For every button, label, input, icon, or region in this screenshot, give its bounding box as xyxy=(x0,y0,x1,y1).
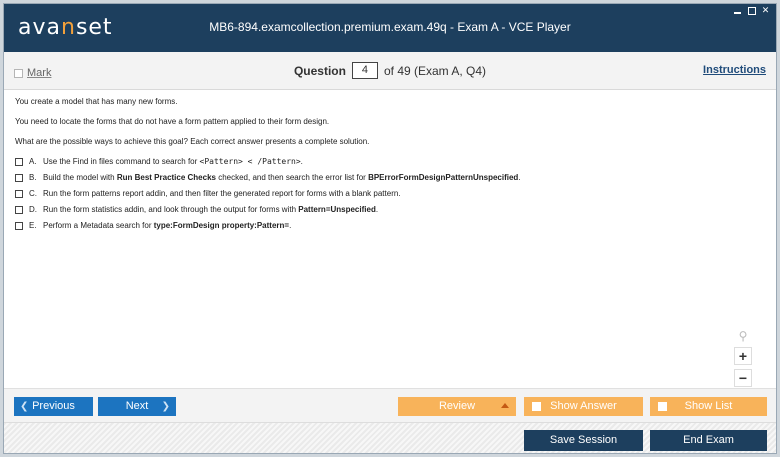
question-paragraph: You need to locate the forms that do not have a form pattern applied to their form design. xyxy=(15,117,330,126)
question-paragraph: What are the possible ways to achieve this goal? Each correct answer presents a complete solution. xyxy=(15,137,370,146)
previous-button[interactable] xyxy=(14,397,93,416)
answer-checkbox[interactable] xyxy=(15,174,23,182)
question-paragraph: You create a model that has many new forms. xyxy=(15,97,178,106)
option-text xyxy=(43,221,291,230)
option-text-part: Build the model with xyxy=(43,173,117,182)
option-text-part: Perform a Metadata search for xyxy=(43,221,154,230)
window-title: MB6-894.examcollection.premium.exam.49q - Exam A - VCE Player xyxy=(209,20,571,34)
navigation-bar xyxy=(4,388,776,422)
answer-checkbox[interactable] xyxy=(15,206,23,214)
show-list-label: Show List xyxy=(684,400,733,412)
question-toolbar xyxy=(4,52,776,90)
option-text xyxy=(43,205,378,214)
maximize-icon[interactable] xyxy=(747,6,756,15)
next-label: Next xyxy=(125,400,149,412)
option-text-part: . xyxy=(300,157,303,166)
triangle-up-icon xyxy=(501,403,509,408)
zoom-search-icon: ⚲ xyxy=(738,329,748,343)
end-exam-button[interactable]: End Exam xyxy=(650,430,767,451)
minimize-icon[interactable] xyxy=(733,6,742,15)
chevron-right-icon: ❯ xyxy=(161,401,170,412)
option-text-part: . xyxy=(289,221,292,230)
session-bar xyxy=(4,422,776,454)
show-answer-checkbox[interactable] xyxy=(532,402,541,411)
question-count: of 49 (Exam A, Q4) xyxy=(383,63,487,78)
option-text-part: Run Best Practice Checks xyxy=(116,173,216,182)
review-button[interactable] xyxy=(398,397,516,416)
option-letter: B. xyxy=(29,173,37,182)
option-letter: C. xyxy=(29,189,37,198)
question-word: Question xyxy=(293,63,346,78)
option-letter: A. xyxy=(29,157,37,166)
option-text xyxy=(43,157,303,166)
option-text-part: Pattern=Unspecified xyxy=(298,205,376,214)
instructions-link[interactable]: Instructions xyxy=(703,64,766,76)
close-icon[interactable]: ✕ xyxy=(761,5,770,15)
answer-option[interactable] xyxy=(15,157,765,166)
option-text-part: Run the form patterns report addin, and then filter the generated report for forms with a blank pattern. xyxy=(43,189,401,198)
answer-option[interactable] xyxy=(15,205,765,214)
option-text-part: Run the form statistics addin, and look through the output for forms with xyxy=(43,205,299,214)
answer-option[interactable] xyxy=(15,173,765,182)
option-letter: D. xyxy=(29,205,37,214)
question-content xyxy=(4,91,776,388)
vce-player-window xyxy=(3,3,777,454)
answer-checkbox[interactable] xyxy=(15,190,23,198)
answer-checkbox[interactable] xyxy=(15,222,23,230)
save-session-button[interactable]: Save Session xyxy=(524,430,643,451)
mark-label: Mark xyxy=(27,67,52,79)
answer-option[interactable] xyxy=(15,221,765,230)
chevron-left-icon: ❮ xyxy=(20,401,29,412)
title-bar xyxy=(4,4,776,52)
question-navigator xyxy=(4,62,776,79)
option-text xyxy=(43,189,401,198)
next-button[interactable] xyxy=(98,397,176,416)
zoom-in-button[interactable]: + xyxy=(734,347,752,365)
avanset-logo: avanset xyxy=(18,15,113,40)
option-text-part: type:FormDesign property:Pattern= xyxy=(153,221,290,230)
option-text-part: Use the Find in files command to search for xyxy=(43,157,200,166)
show-answer-button[interactable] xyxy=(524,397,643,416)
question-number-input[interactable]: 4 xyxy=(352,62,378,79)
option-text-part: <Pattern> < /Pattern> xyxy=(199,157,301,166)
zoom-out-button[interactable]: − xyxy=(734,369,752,387)
show-list-checkbox[interactable] xyxy=(658,402,667,411)
option-text-part: . xyxy=(518,173,521,182)
answer-options xyxy=(15,157,765,230)
answer-checkbox[interactable] xyxy=(15,158,23,166)
show-answer-label: Show Answer xyxy=(550,400,617,412)
show-list-button[interactable] xyxy=(650,397,767,416)
answer-option[interactable] xyxy=(15,189,765,198)
option-text-part: checked, and then search the error list for xyxy=(215,173,369,182)
option-letter: E. xyxy=(29,221,37,230)
previous-label: Previous xyxy=(32,400,75,412)
window-controls xyxy=(733,6,770,15)
option-text-part: . xyxy=(375,205,379,214)
option-text-part: BPErrorFormDesignPatternUnspecified xyxy=(368,173,519,182)
zoom-controls xyxy=(734,329,752,387)
review-label: Review xyxy=(438,400,476,412)
option-text xyxy=(43,173,521,182)
